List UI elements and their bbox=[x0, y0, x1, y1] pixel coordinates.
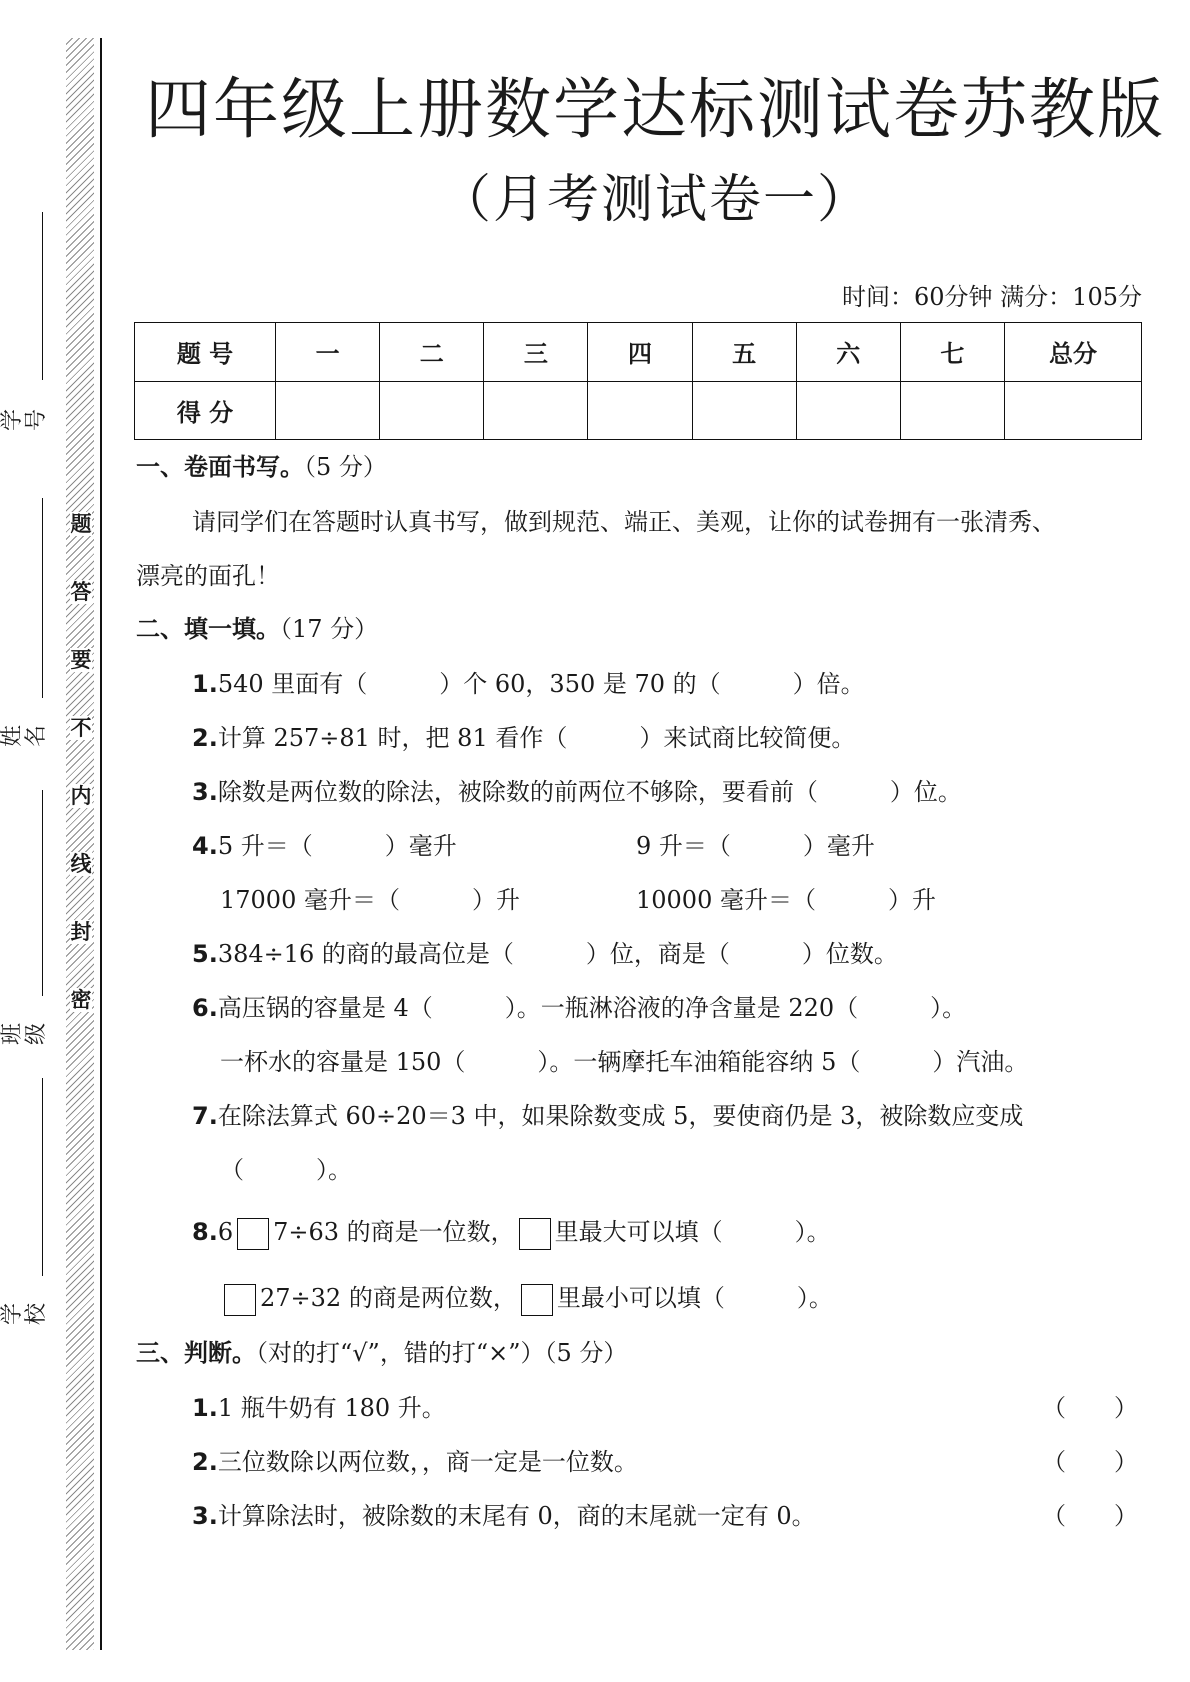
judgement-blank[interactable]: （ ） bbox=[1042, 1448, 1138, 1476]
answer-box[interactable] bbox=[519, 1218, 551, 1250]
school-label: 学校 bbox=[0, 1303, 49, 1326]
score-header-cell: 五 bbox=[692, 323, 796, 382]
section-2-title: 二、填一填。 bbox=[136, 615, 280, 643]
question-number: 3. bbox=[192, 778, 218, 806]
question-3-2 bbox=[192, 1446, 638, 1478]
question-text: 里最大可以填（ ）。 bbox=[554, 1218, 831, 1246]
question-text: 384÷16 的商的最高位是（ ）位，商是（ ）位数。 bbox=[217, 940, 898, 968]
section-2-points: （17 分） bbox=[280, 615, 379, 643]
question-2-4b: 9 升＝（ ）毫升 bbox=[636, 832, 875, 860]
question-number: 4. bbox=[192, 832, 218, 860]
seal-char: 封 bbox=[70, 920, 92, 944]
question-2-6 bbox=[192, 992, 966, 1024]
binding-margin bbox=[0, 0, 110, 1682]
score-header-cell: 总分 bbox=[1005, 323, 1142, 382]
seal-char: 内 bbox=[70, 784, 92, 808]
section-3-heading bbox=[136, 1338, 627, 1368]
class-line[interactable] bbox=[42, 790, 43, 996]
question-number: 2. bbox=[192, 1448, 218, 1476]
score-cell[interactable] bbox=[588, 381, 692, 440]
school-line[interactable] bbox=[42, 1078, 43, 1276]
question-2-4c: 17000 毫升＝（ ）升 bbox=[220, 886, 520, 914]
score-cell[interactable] bbox=[1005, 381, 1142, 440]
answer-box[interactable] bbox=[521, 1284, 553, 1316]
section-1-body-line: 请同学们在答题时认真书写，做到规范、端正、美观，让你的试卷拥有一张清秀、 bbox=[192, 508, 1056, 536]
question-2-3 bbox=[192, 776, 962, 808]
question-text: 计算 257÷81 时，把 81 看作（ ）来试商比较简便。 bbox=[217, 724, 856, 752]
score-header-cell: 题 号 bbox=[135, 323, 276, 382]
score-cell[interactable] bbox=[796, 381, 900, 440]
score-header-cell: 六 bbox=[796, 323, 900, 382]
score-row-label: 得 分 bbox=[135, 381, 276, 440]
question-number: 1. bbox=[192, 1394, 218, 1422]
student-number-line[interactable] bbox=[42, 212, 43, 380]
hatch-strip bbox=[66, 38, 94, 1650]
question-number: 6. bbox=[192, 994, 218, 1022]
section-1-heading bbox=[136, 452, 387, 482]
score-row bbox=[135, 381, 1142, 440]
question-2-4a bbox=[192, 830, 457, 862]
answer-box[interactable] bbox=[224, 1284, 256, 1316]
seal-char: 线 bbox=[70, 852, 92, 876]
question-text: 1 瓶牛奶有 180 升。 bbox=[217, 1394, 446, 1422]
seal-char: 密 bbox=[70, 988, 92, 1012]
question-number: 8. bbox=[192, 1218, 218, 1246]
score-header-cell: 四 bbox=[588, 323, 692, 382]
question-text: 除数是两位数的除法，被除数的前两位不够除，要看前（ ）位。 bbox=[217, 778, 962, 806]
question-text: 高压锅的容量是 4（ ）。一瓶淋浴液的净含量是 220（ ）。 bbox=[217, 994, 967, 1022]
binding-line bbox=[100, 38, 102, 1650]
section-3-points: （对的打“√”，错的打“×”）（5 分） bbox=[256, 1339, 628, 1367]
question-2-7 bbox=[192, 1100, 1023, 1132]
page-subtitle: （月考测试卷一） bbox=[438, 170, 871, 230]
exam-meta: 时间：60分钟 满分：105分 bbox=[842, 283, 1142, 311]
seal-char: 不 bbox=[70, 716, 92, 740]
question-text: 7÷63 的商是一位数， bbox=[273, 1218, 515, 1246]
question-text: 在除法算式 60÷20＝3 中，如果除数变成 5，要使商仍是 3，被除数应变成 bbox=[217, 1102, 1024, 1130]
question-2-2 bbox=[192, 722, 855, 754]
score-header-cell: 三 bbox=[484, 323, 588, 382]
section-1-points: （5 分） bbox=[304, 453, 387, 481]
page-title: 四年级上册数学达标测试卷苏教版 bbox=[145, 71, 1165, 148]
section-3-title: 三、判断。 bbox=[136, 1339, 256, 1367]
question-2-5 bbox=[192, 938, 898, 970]
score-cell[interactable] bbox=[276, 381, 380, 440]
question-number: 7. bbox=[192, 1102, 218, 1130]
score-table bbox=[134, 322, 1142, 440]
score-cell[interactable] bbox=[380, 381, 484, 440]
question-number: 5. bbox=[192, 940, 218, 968]
score-header-cell: 一 bbox=[276, 323, 380, 382]
question-text: 27÷32 的商是两位数， bbox=[260, 1284, 517, 1312]
question-2-8 bbox=[192, 1216, 831, 1250]
question-2-7-line2: （ ）。 bbox=[220, 1156, 352, 1184]
question-text: 里最小可以填（ ）。 bbox=[556, 1284, 833, 1312]
score-cell[interactable] bbox=[900, 381, 1004, 440]
question-text: 5 升＝（ ）毫升 bbox=[217, 832, 457, 860]
question-2-4d: 10000 毫升＝（ ）升 bbox=[636, 886, 936, 914]
judgement-blank[interactable]: （ ） bbox=[1042, 1502, 1138, 1530]
score-header-row bbox=[135, 323, 1142, 382]
question-2-1 bbox=[192, 668, 865, 700]
question-3-1 bbox=[192, 1392, 446, 1424]
judgement-blank[interactable]: （ ） bbox=[1042, 1394, 1138, 1422]
score-header-cell: 七 bbox=[900, 323, 1004, 382]
name-line[interactable] bbox=[42, 498, 43, 698]
class-label: 班级 bbox=[0, 1023, 49, 1046]
student-number-label: 学号 bbox=[0, 409, 49, 432]
name-label: 姓名 bbox=[0, 725, 49, 748]
question-text: 三位数除以两位数，，商一定是一位数。 bbox=[217, 1448, 638, 1476]
question-3-3 bbox=[192, 1500, 816, 1532]
score-header-cell: 二 bbox=[380, 323, 484, 382]
question-2-6-line2: 一杯水的容量是 150（ ）。一辆摩托车油箱能容纳 5（ ）汽油。 bbox=[220, 1048, 1029, 1076]
question-2-8-line2 bbox=[220, 1282, 833, 1316]
question-number: 2. bbox=[192, 724, 218, 752]
question-text: 计算除法时，被除数的末尾有 0，商的末尾就一定有 0。 bbox=[217, 1502, 816, 1530]
score-cell[interactable] bbox=[692, 381, 796, 440]
answer-box[interactable] bbox=[237, 1218, 269, 1250]
section-1-body-line: 漂亮的面孔！ bbox=[136, 562, 280, 590]
seal-char: 要 bbox=[70, 648, 92, 672]
seal-char: 题 bbox=[70, 512, 92, 536]
section-2-heading bbox=[136, 614, 378, 644]
question-text: 540 里面有（ ）个 60，350 是 70 的（ ）倍。 bbox=[217, 670, 865, 698]
question-text: 6 bbox=[217, 1218, 234, 1246]
question-number: 1. bbox=[192, 670, 218, 698]
question-number: 3. bbox=[192, 1502, 218, 1530]
section-1-title: 一、卷面书写。 bbox=[136, 453, 304, 481]
score-cell[interactable] bbox=[484, 381, 588, 440]
seal-char: 答 bbox=[70, 580, 92, 604]
